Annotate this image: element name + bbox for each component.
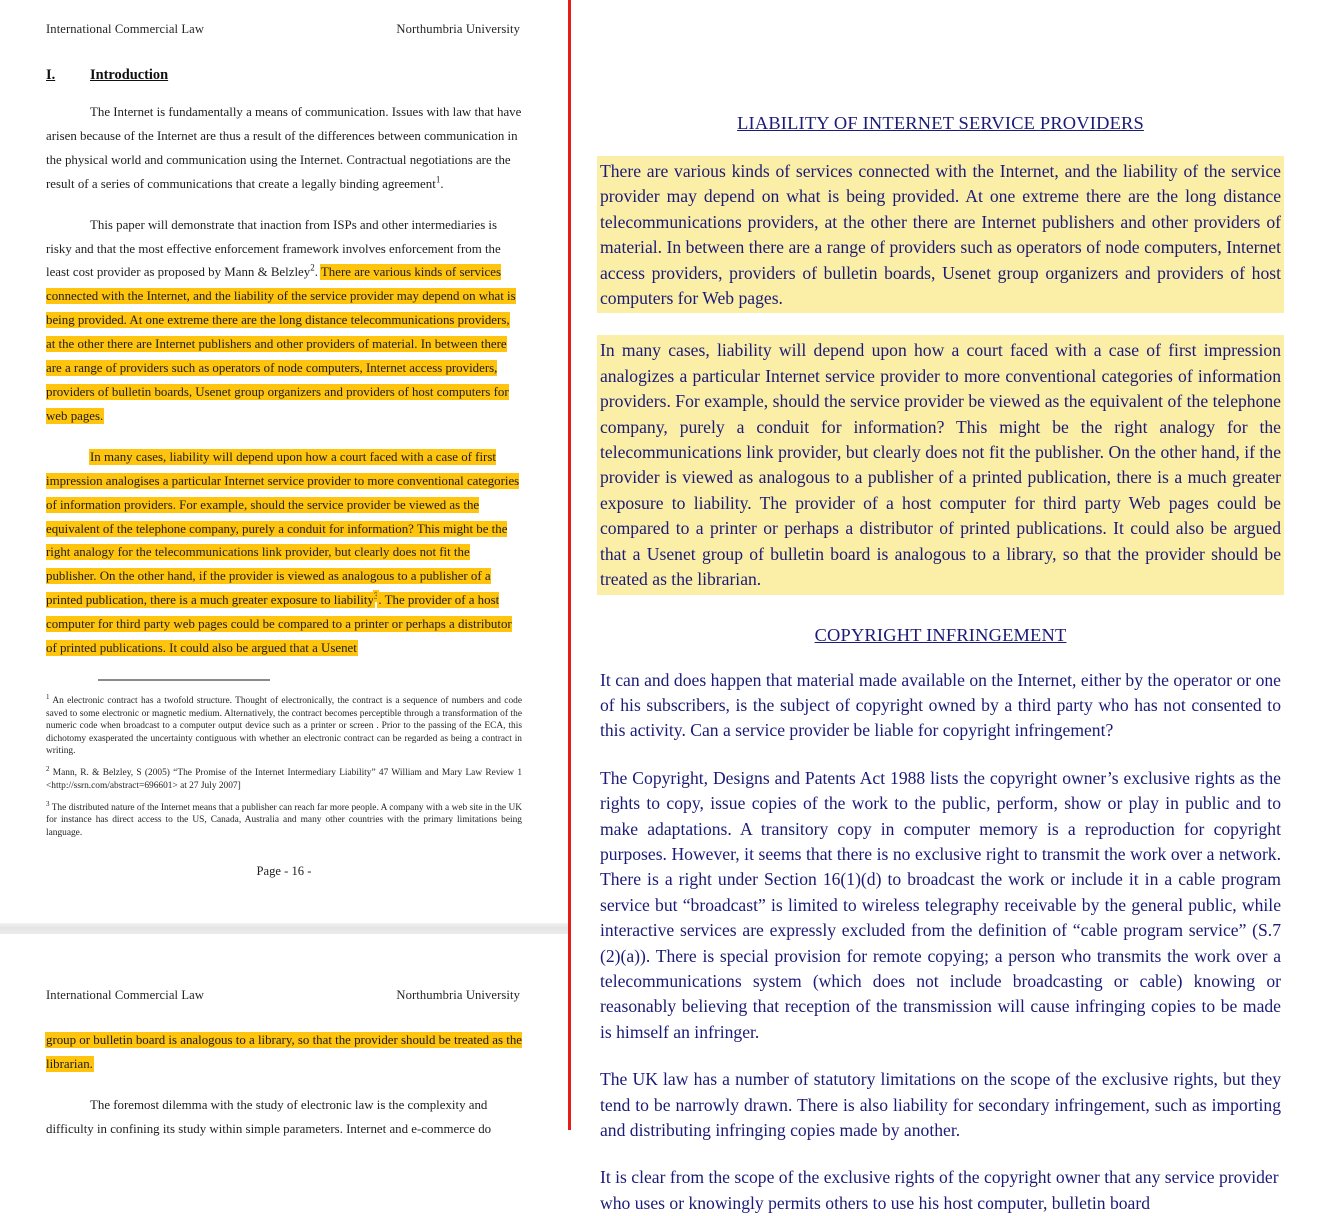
footnote-text: The distributed nature of the Internet means that a publisher can reach far more people. A company with a web site in the UK for instance has direct access to the US, Canada, Australia and many other countries with the primary limitations being language. [46, 802, 522, 839]
paragraph-intro-2-plain: This paper will demonstrate that inaction from ISPs and other intermediaries is risky and that the most effective enforcement framework involves enforcement from the least cost provider as proposed by Mann & Belzley [46, 217, 501, 280]
footnote-text: Mann, R. & Belzley, S (2005) “The Promise of the Internet Intermediary Liability” 47 William and Mary Law Review 1 <http://ssrn.com/abstract=696601> at 27 July 2007] [46, 768, 523, 791]
highlighted-paragraph-services-kinds: There are various kinds of services connected with the Internet, and the liability of the service provider may depend on what is being provided. At one extreme there are the long distance telecommunications providers, at the other there are Internet publishers and other providers of material. In between there are a range of providers such as operators of node computers, Internet access providers, providers of bulletin boards, Usenet group organizers and providers of host computers for Web pages. [600, 156, 1281, 313]
paragraph-intro-1-text: The Internet is fundamentally a means of communication. Issues with law that have arisen because of the Internet are thus a result of the differences between communication in the physical world and communication using the Internet. Contractual negotiations are the result of a series of communications that create a legally binding agreement [46, 105, 522, 191]
running-head-right: Northumbria University [396, 988, 520, 1002]
page-separator-band [0, 923, 568, 934]
paragraph-intro-3 [46, 446, 522, 661]
footnote-text: An electronic contract has a twofold structure. Thought of electronically, the contract is a sequence of numbers and code saved to some electronic or magnetic medium. Alternatively, the contract becomes perceptible through a transformation of the numeric code when broadcast to a computer output device such as a printer or screen . Prior to the passing of the ECA, this dichotomy exasperated the uncertainty contiguous with whether an electronic contract can be regarded as being a contract in writing. [46, 695, 522, 757]
footnote-item [46, 799, 522, 840]
paragraph-page2-dilemma: The foremost dilemma with the study of electronic law is the complexity and difficulty in confining its study within simple parameters. Internet and e-commerce do [46, 1097, 492, 1136]
highlighted-text-liability-analogy-a: In many cases, liability will depend upon how a court faced with a case of first impression analogises a particular Internet service provider to more conventional categories of information providers. For example, should the service provider be viewed as the equivalent of the telephone company, purely a conduit for information? This might be the right analogy for the telecommunications link provider, but clearly does not fit the publisher. On the other hand, if the provider is viewed as analogous to a publisher of a printed publication, there is a much greater exposure to liability [46, 449, 520, 608]
running-head-left: International Commercial Law [46, 22, 205, 36]
paragraph-intro-1 [46, 101, 522, 197]
paragraph-intro-1-tail: . [440, 176, 444, 191]
paragraph-exclusive-rights-scope: It is clear from the scope of the exclusive rights of the copyright owner that any service provider who uses or knowingly permits others to use his host computer, bulletin board [600, 1167, 1279, 1213]
footnotes-list [46, 692, 523, 840]
paragraph-uk-statutory-limitations: The UK law has a number of statutory limitations on the scope of the exclusive rights, but they tend to be narrowly drawn. There is also liability for secondary infringement, such as importing and distributing infringing copies made by another. [600, 1069, 1281, 1140]
paragraph-page2-continued [46, 1029, 522, 1077]
section-heading-introduction [46, 67, 522, 84]
footnote-marker: 3 [46, 799, 50, 808]
footnote-ref-2[interactable]: 2 [310, 263, 315, 274]
document-page-2 [0, 934, 568, 1136]
footnote-item [46, 767, 522, 792]
section-title: Introduction [90, 67, 169, 83]
section-number: I. [46, 67, 56, 83]
running-head-right: Northumbria University [396, 22, 520, 36]
paragraph-intro-2-separator: . [314, 265, 321, 280]
paragraph-intro-2 [46, 214, 522, 429]
heading-liability-of-isps: LIABILITY OF INTERNET SERVICE PROVIDERS [737, 113, 1144, 133]
document-page-1 [0, 0, 568, 923]
highlighted-text-services-kinds: There are various kinds of services connected with the Internet, and the liability of the service provider may depend on what is being provided. At one extreme there are the long distance telecommunications providers, at the other there are Internet publishers and other providers of material. In between there are a range of providers such as operators of node computers, Internet access providers, providers of bulletin boards, Usenet group organizers and providers of host computers for web pages. [46, 265, 516, 423]
paragraph-cdpa-1988: The Copyright, Designs and Patents Act 1988 lists the copyright owner’s exclusive rights as the rights to copy, issue copies of the work to the public, perform, show or play in public and to make adaptations. A transitory copy in computer memory is a reproduction for copyright purposes. However, it seems that there is no exclusive right to transmit the work over a network. There is a right under Section 16(1)(d) to broadcast the work or include it in a cable program service but “broadcast” is limited to wireless telegraphy receivable by the general public, while interactive services are expressly excluded from the definition of “cable program service” (S.7 (2)(a)). There is special provision for remote copying; a person who transmits the work over a telecommunications system (which does not include broadcasting or cable) knowing or reasonably believing that reception of the transmission will cause infringing copies to be made is himself an infringer. [600, 767, 1281, 1042]
scanned-document-pane[interactable] [0, 0, 568, 1136]
footnote-ref-3[interactable]: 3 [373, 590, 379, 601]
paragraph-copyright-material: It can and does happen that material made available on the Internet, either by the operator or one of his subscribers, is the subject of copyright owned by a third party who has not consented to this activity. Can a service provider be liable for copyright infringement? [600, 669, 1281, 741]
footnote-marker: 2 [46, 765, 50, 774]
highlighted-text-librarian: group or bulletin board is analogous to a library, so that the provider should be treated as the librarian. [46, 1033, 522, 1071]
running-head-left: International Commercial Law [46, 988, 205, 1002]
heading-copyright-infringement: COPYRIGHT INFRINGEMENT [814, 624, 1067, 645]
running-head-page-2 [46, 988, 522, 1003]
footnote-item [46, 692, 522, 758]
running-head-page-1 [46, 22, 522, 37]
footnote-ref-1[interactable]: 1 [435, 174, 441, 185]
rendered-text-pane[interactable] [571, 0, 1326, 1213]
page-number-footer: Page - 16 - [256, 863, 312, 878]
footnote-separator-rule [98, 679, 270, 681]
footnote-marker: 1 [46, 692, 50, 701]
highlighted-paragraph-liability-analogy: In many cases, liability will depend upon how a court faced with a case of first impression analogizes a particular Internet service provider to more conventional categories of information providers. For example, should the service provider be viewed as the equivalent of the telephone company, purely a conduit for information? This might be the right analogy for the telecommunications link provider, but clearly does not fit the publisher. On the other hand, if the provider is viewed as analogous to a publisher of a printed publication, there is a much greater exposure to liability. The provider of a host computer for third party Web pages could be compared to a printer or perhaps a distributor of printed publications. It could also be argued that a Usenet group of bulletin board is analogous to a library, so that the provider should be treated as the librarian. [600, 335, 1281, 594]
highlighted-text-liability-analogy-b: . The provider of a host computer for third party web pages could be compared to a printer or perhaps a distributor of printed publications. It could also be argued that a Usenet [46, 593, 512, 656]
